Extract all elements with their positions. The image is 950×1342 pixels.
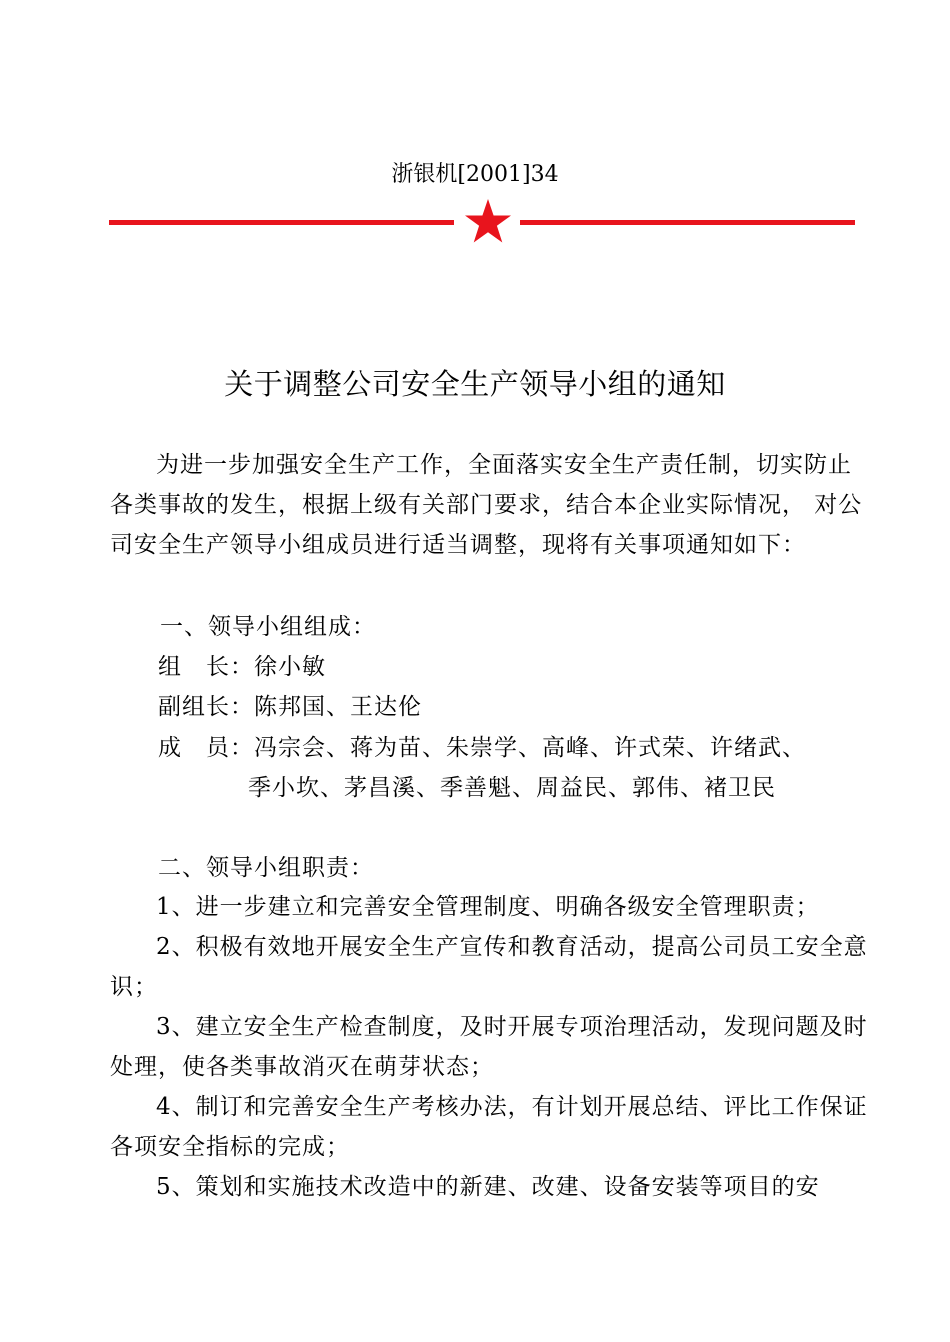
duty-item: 2、积极有效地开展安全生产宣传和教育活动，提高公司员工安全意识； [110,934,868,1000]
duty-item: 5、策划和实施技术改造中的新建、改建、设备安装等项目的安 [156,1174,820,1200]
deputy-row [158,687,950,727]
section1-heading: 一、领导小组组成： [160,614,376,640]
document-number: 浙银机[2001]34 [391,162,559,187]
deputy-label: 副组长： [158,694,254,720]
members-line-1: 冯宗会、蒋为苗、朱崇学、高峰、许式荣、许绪武、 [254,735,806,761]
header-rule-right [520,220,855,225]
deputy-names: 陈邦国、王达伦 [254,694,422,720]
leader-label: 组 长： [158,654,254,680]
members-row [158,728,950,768]
notice-title: 关于调整公司安全生产领导小组的通知 [224,367,726,401]
intro-text: 为进一步加强安全生产工作，全面落实安全生产责任制，切实防止各类事故的发生，根据上级有关部门要求，结合本企业实际情况， 对公司安全生产领导小组成员进行适当调整，现将有关事项通知如下： [110,452,863,558]
duty-item: 4、制订和完善安全生产考核办法，有计划开展总结、评比工作保证各项安全指标的完成； [110,1094,868,1160]
red-star-icon [463,197,513,245]
members-label: 成 员： [158,735,254,761]
header-rule-left [109,220,454,225]
leader-row [158,647,950,687]
intro-paragraph [110,445,870,565]
section2-heading: 二、领导小组职责： [158,855,374,881]
members-row-continued [248,768,950,808]
duty-item: 3、建立安全生产检查制度，及时开展专项治理活动，发现问题及时处理，使各类事故消灭在萌芽状态； [110,1014,868,1080]
leader-name: 徐小敏 [254,654,326,680]
members-line-2: 季小坎、茅昌溪、季善魁、周益民、郭伟、褚卫民 [248,775,776,801]
duties-list [110,887,870,1207]
duty-item: 1、进一步建立和完善安全管理制度、明确各级安全管理职责； [156,894,820,920]
